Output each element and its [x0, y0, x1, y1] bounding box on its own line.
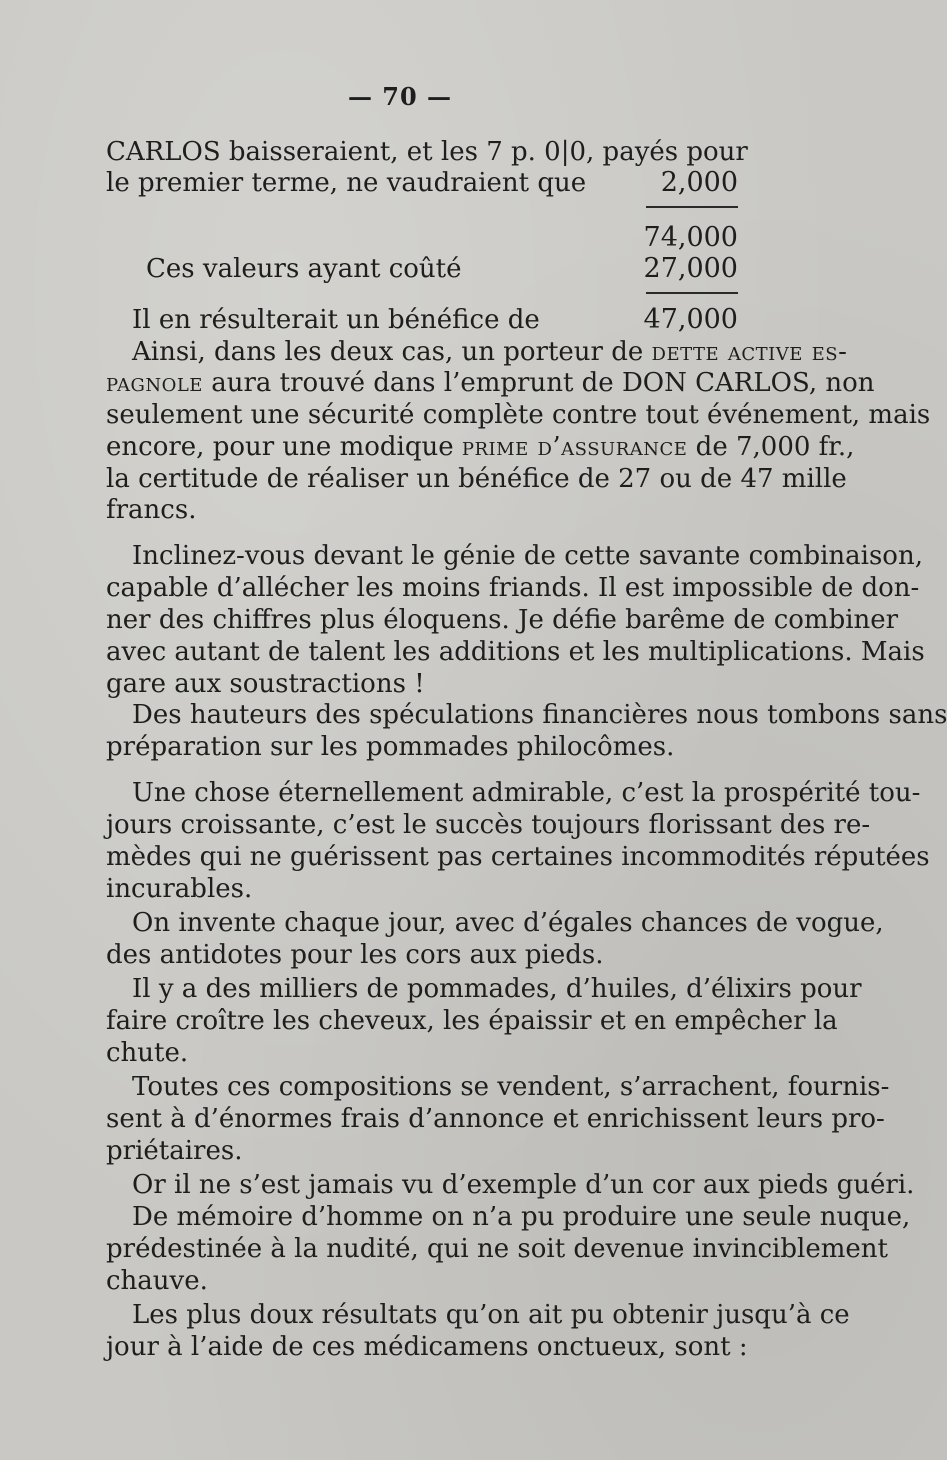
paragraph5-line2: des antidotes pour les cors aux pieds.	[106, 940, 604, 970]
paragraph4-line4: incurables.	[106, 874, 253, 904]
paragraph1-line4: encore, pour une modique prime d’assurance de 7,000 fr.,	[106, 432, 855, 462]
paragraph9-line3: chauve.	[106, 1266, 208, 1296]
table-rule-2	[646, 292, 738, 294]
paragraph2-line2: capable d’allécher les moins friands. Il est impossible de don-	[106, 573, 920, 603]
paragraph6-line3: chute.	[106, 1038, 189, 1068]
paragraph7-line3: priétaires.	[106, 1136, 243, 1166]
paragraph4-line2: jours croissante, c’est le succès toujours florissant des re-	[106, 810, 871, 840]
paragraph2-line5: gare aux soustractions !	[106, 669, 425, 699]
paragraph10-line1: Les plus doux résultats qu’on ait pu obtenir jusqu’à ce	[132, 1300, 850, 1330]
paragraph6-line1: Il y a des milliers de pommades, d’huiles, d’élixirs pour	[132, 974, 862, 1004]
paragraph1-line1: Ainsi, dans les deux cas, un porteur de dette active es-	[132, 337, 848, 367]
table-row4-label: Il en résulterait un bénéfice de	[132, 305, 540, 335]
table-row1-label-b: le premier terme, ne vaudraient que	[106, 168, 587, 198]
paragraph4-line3: mèdes qui ne guérissent pas certaines incommodités réputées	[106, 842, 930, 872]
paragraph1-line5: la certitude de réaliser un bénéfice de 27 ou de 47 mille	[106, 464, 847, 494]
paragraph6-line2: faire croître les cheveux, les épaissir et en empêcher la	[106, 1006, 838, 1036]
paragraph4-line1: Une chose éternellement admirable, c’est la prospérité tou-	[132, 778, 921, 808]
paragraph2-line1: Inclinez-vous devant le génie de cette savante combinaison,	[132, 541, 923, 571]
paragraph1-line6: francs.	[106, 495, 197, 525]
paragraph9-line1: De mémoire d’homme on n’a pu produire une seule nuque,	[132, 1202, 911, 1232]
paragraph2-line3: ner des chiffres plus éloquens. Je défie barême de combiner	[106, 605, 899, 635]
table-rule-1	[646, 206, 738, 208]
paragraph7-line1: Toutes ces compositions se vendent, s’arrachent, fournis-	[132, 1072, 890, 1102]
table-row2-value: 74,000	[643, 222, 738, 253]
paragraph1-line2: pagnole aura trouvé dans l’emprunt de DON CARLOS, non	[106, 368, 875, 398]
paragraph8-line1: Or il ne s’est jamais vu d’exemple d’un cor aux pieds guéri.	[132, 1170, 915, 1200]
paragraph1-line3: seulement une sécurité complète contre tout événement, mais	[106, 400, 931, 430]
table-row4-value: 47,000	[643, 304, 738, 335]
table-row3-label: Ces valeurs ayant coûté	[146, 254, 462, 284]
paragraph10-line2: jour à l’aide de ces médicamens onctueux, sont :	[106, 1332, 748, 1362]
paragraph7-line2: sent à d’énormes frais d’annonce et enrichissent leurs pro-	[106, 1104, 885, 1134]
paragraph2-line4: avec autant de talent les additions et les multiplications. Mais	[106, 637, 925, 667]
table-row3-value: 27,000	[643, 253, 738, 284]
table-row1-label-a: CARLOS baisseraient, et les 7 p. 0|0, payés pour	[106, 137, 748, 167]
paragraph3-line2: préparation sur les pommades philocômes.	[106, 732, 675, 762]
paragraph9-line2: prédestinée à la nudité, qui ne soit devenue invinciblement	[106, 1234, 888, 1264]
table-row1-value: 2,000	[660, 167, 738, 198]
page-number: — 70 —	[347, 82, 453, 111]
paragraph5-line1: On invente chaque jour, avec d’égales chances de vogue,	[132, 908, 884, 938]
paragraph3-line1: Des hauteurs des spéculations financières nous tombons sans	[132, 700, 947, 730]
